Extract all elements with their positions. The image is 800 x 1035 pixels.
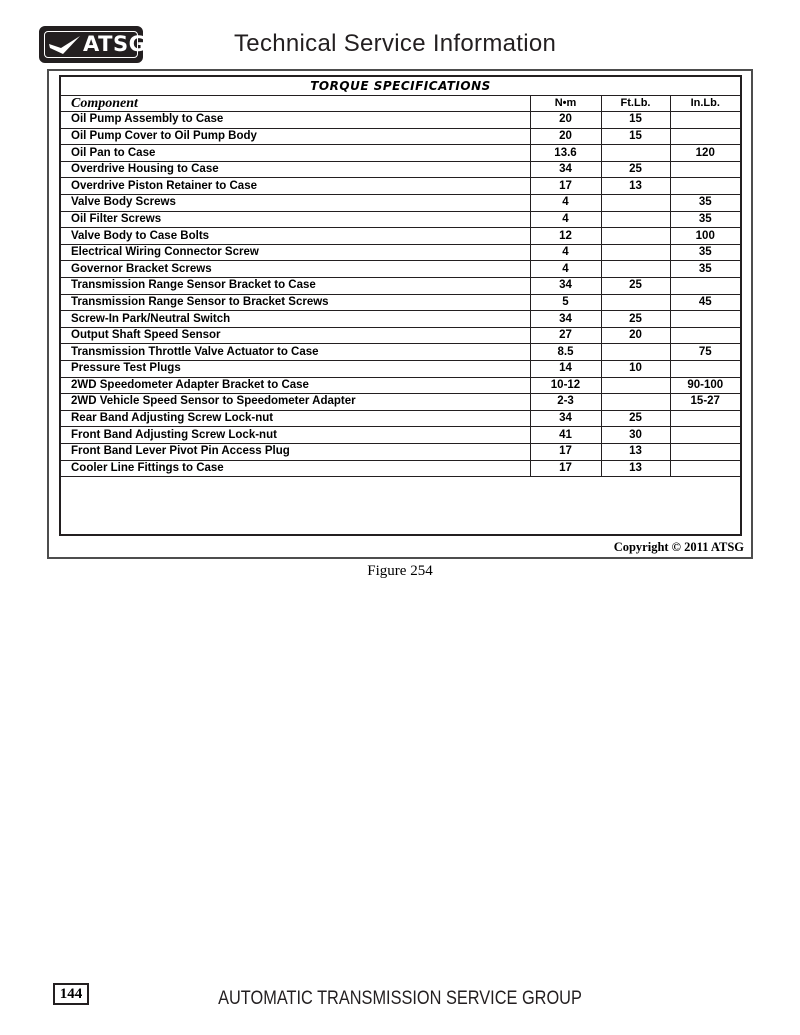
table-row (61, 410, 740, 427)
nm-cell: 5 (530, 294, 601, 311)
nm-cell: 4 (530, 195, 601, 212)
table-row (61, 443, 740, 460)
component-cell: Cooler Line Fittings to Case (61, 460, 530, 477)
nm-cell: 20 (530, 128, 601, 145)
inlb-cell (670, 361, 740, 378)
nm-cell: 17 (530, 178, 601, 195)
column-header-component: Component (61, 95, 530, 112)
inlb-cell: 35 (670, 195, 740, 212)
nm-cell: 4 (530, 244, 601, 261)
nm-cell: 4 (530, 261, 601, 278)
ftlb-cell (601, 377, 670, 394)
footer-text: AUTOMATIC TRANSMISSION SERVICE GROUP (218, 988, 582, 1009)
table-row (61, 294, 740, 311)
table-row (61, 128, 740, 145)
nm-cell: 2-3 (530, 394, 601, 411)
table-row (61, 394, 740, 411)
inlb-cell (670, 278, 740, 295)
ftlb-cell: 10 (601, 361, 670, 378)
inlb-cell: 90-100 (670, 377, 740, 394)
ftlb-cell (601, 244, 670, 261)
column-header-ftlb: Ft.Lb. (601, 95, 670, 112)
nm-cell: 13.6 (530, 145, 601, 162)
component-cell: 2WD Speedometer Adapter Bracket to Case (61, 377, 530, 394)
table-header-row (61, 95, 740, 112)
table-row (61, 344, 740, 361)
column-header-nm: N•m (530, 95, 601, 112)
component-cell: Oil Pan to Case (61, 145, 530, 162)
component-cell: Oil Pump Assembly to Case (61, 112, 530, 129)
nm-cell: 8.5 (530, 344, 601, 361)
nm-cell: 4 (530, 211, 601, 228)
inlb-cell (670, 327, 740, 344)
component-cell: 2WD Vehicle Speed Sensor to Speedometer Adapter (61, 394, 530, 411)
table-row (61, 460, 740, 477)
ftlb-cell: 13 (601, 178, 670, 195)
component-cell: Oil Pump Cover to Oil Pump Body (61, 128, 530, 145)
atsg-logo (39, 26, 147, 63)
inlb-cell: 15-27 (670, 394, 740, 411)
blank-row (61, 477, 740, 513)
inlb-cell (670, 112, 740, 129)
page-title: Technical Service Information (234, 30, 557, 57)
inlb-cell (670, 161, 740, 178)
ftlb-cell (601, 261, 670, 278)
table-row (61, 427, 740, 444)
nm-cell: 20 (530, 112, 601, 129)
component-cell: Oil Filter Screws (61, 211, 530, 228)
torque-spec-table (61, 95, 740, 513)
table-row (61, 311, 740, 328)
component-cell: Valve Body to Case Bolts (61, 228, 530, 245)
table-row (61, 361, 740, 378)
ftlb-cell (601, 394, 670, 411)
ftlb-cell: 25 (601, 410, 670, 427)
nm-cell: 34 (530, 278, 601, 295)
ftlb-cell: 30 (601, 427, 670, 444)
nm-cell: 34 (530, 410, 601, 427)
component-cell: Transmission Range Sensor to Bracket Screws (61, 294, 530, 311)
nm-cell: 17 (530, 460, 601, 477)
ftlb-cell: 25 (601, 278, 670, 295)
ftlb-cell (601, 228, 670, 245)
inlb-cell: 120 (670, 145, 740, 162)
inlb-cell (670, 460, 740, 477)
inlb-cell: 35 (670, 244, 740, 261)
inlb-cell: 45 (670, 294, 740, 311)
inlb-cell (670, 443, 740, 460)
torque-table-box (59, 75, 742, 536)
nm-cell: 17 (530, 443, 601, 460)
component-cell: Front Band Adjusting Screw Lock-nut (61, 427, 530, 444)
inlb-cell: 100 (670, 228, 740, 245)
table-title: TORQUE SPECIFICATIONS (61, 77, 740, 96)
copyright-notice: Copyright © 2011 ATSG (613, 540, 744, 554)
inlb-cell (670, 427, 740, 444)
column-header-inlb: In.Lb. (670, 95, 740, 112)
nm-cell: 10-12 (530, 377, 601, 394)
table-row (61, 195, 740, 212)
nm-cell: 12 (530, 228, 601, 245)
inlb-cell (670, 410, 740, 427)
component-cell: Rear Band Adjusting Screw Lock-nut (61, 410, 530, 427)
ftlb-cell (601, 344, 670, 361)
ftlb-cell (601, 195, 670, 212)
inlb-cell (670, 311, 740, 328)
ftlb-cell: 25 (601, 311, 670, 328)
table-row (61, 145, 740, 162)
table-row (61, 377, 740, 394)
inlb-cell: 35 (670, 211, 740, 228)
component-cell: Valve Body Screws (61, 195, 530, 212)
ftlb-cell: 13 (601, 443, 670, 460)
table-row (61, 244, 740, 261)
page-number: 144 (53, 983, 89, 1005)
ftlb-cell (601, 145, 670, 162)
table-row (61, 112, 740, 129)
table-row (61, 327, 740, 344)
component-cell: Overdrive Piston Retainer to Case (61, 178, 530, 195)
component-cell: Screw-In Park/Neutral Switch (61, 311, 530, 328)
table-row (61, 228, 740, 245)
table-row (61, 211, 740, 228)
ftlb-cell: 13 (601, 460, 670, 477)
component-cell: Overdrive Housing to Case (61, 161, 530, 178)
component-cell: Output Shaft Speed Sensor (61, 327, 530, 344)
inlb-cell: 75 (670, 344, 740, 361)
nm-cell: 34 (530, 311, 601, 328)
ftlb-cell: 15 (601, 128, 670, 145)
nm-cell: 34 (530, 161, 601, 178)
component-cell: Governor Bracket Screws (61, 261, 530, 278)
blank-cell (61, 477, 740, 513)
component-cell: Transmission Throttle Valve Actuator to Case (61, 344, 530, 361)
component-cell: Pressure Test Plugs (61, 361, 530, 378)
figure-caption: Figure 254 (367, 563, 433, 579)
nm-cell: 41 (530, 427, 601, 444)
ftlb-cell: 15 (601, 112, 670, 129)
component-cell: Front Band Lever Pivot Pin Access Plug (61, 443, 530, 460)
ftlb-cell: 25 (601, 161, 670, 178)
inlb-cell (670, 178, 740, 195)
inlb-cell (670, 128, 740, 145)
ftlb-cell (601, 294, 670, 311)
ftlb-cell (601, 211, 670, 228)
ftlb-cell: 20 (601, 327, 670, 344)
logo-text: ATSG (83, 32, 147, 56)
check-mark-icon (49, 35, 81, 55)
component-cell: Transmission Range Sensor Bracket to Case (61, 278, 530, 295)
table-row (61, 178, 740, 195)
nm-cell: 27 (530, 327, 601, 344)
table-row (61, 278, 740, 295)
inlb-cell: 35 (670, 261, 740, 278)
nm-cell: 14 (530, 361, 601, 378)
component-cell: Electrical Wiring Connector Screw (61, 244, 530, 261)
table-row (61, 261, 740, 278)
table-row (61, 161, 740, 178)
